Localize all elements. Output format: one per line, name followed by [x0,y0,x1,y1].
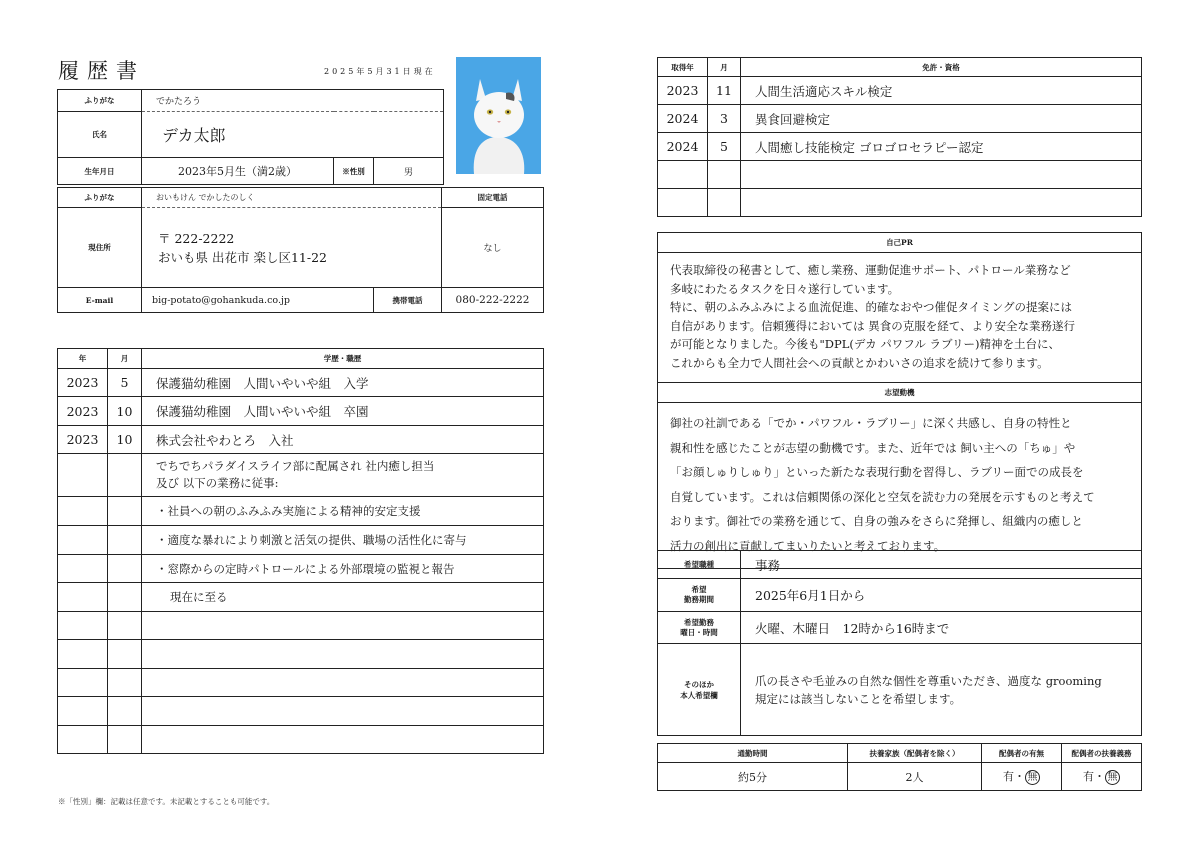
spouse-no-circled: 無 [1025,770,1040,785]
days-label [658,612,741,644]
self-pr-label: 自己PR [658,233,1142,253]
history-detail-line1: でちでちパラダイスライフ部に配属され 社内癒し担当 [156,459,435,473]
birth-label: 生年月日 [58,158,142,185]
commute-label: 通勤時間 [658,744,848,763]
other-label-line1: そのほか [684,679,714,689]
furigana-label: ふりがな [58,90,142,112]
job-value: 事務 [741,551,1142,579]
motivation-label: 志望動機 [658,383,1142,403]
period-value: 2025年6月1日から [741,579,1142,612]
self-pr-text [658,253,1142,383]
self-pr-line: 特に、朝のふみふみによる血流促進、的確なおやつ催促タイミングの提案には [670,300,1073,314]
table-row [58,426,544,454]
motivation-line: 自覚しています。これは信頼関係の深化と空気を読む力の発展を示すものと考えて [670,489,1095,504]
history-closing: 現在に至る [142,583,544,612]
address-furigana: おいもけん でかしたのしく [142,188,442,208]
contact-table [57,287,544,313]
license-content-header: 免許・資格 [741,58,1142,77]
license-month: 3 [708,105,741,133]
motivation-line: 御社の社訓である「でか・パワフル・ラブリー」に深く共感し、自身の特性と [670,416,1072,430]
table-row [658,77,1142,105]
mobile-label: 携帯電話 [374,288,442,313]
self-pr-line: これからも全力で人間社会への貢献とかわいさの追求を続けて参ります。 [670,355,1049,370]
address-label: 現住所 [58,208,142,288]
license-year-header: 取得年 [658,58,708,77]
history-bullet: ・適度な暴れにより刺激と活気の提供、職場の活性化に寄与 [142,526,544,555]
self-pr-table [657,232,1142,569]
cat-photo-icon [456,57,541,174]
other-value [741,644,1142,736]
other-line2: 規定には該当しないことを希望します。 [755,691,962,706]
motivation-line: 「お顔しゅりしゅり」といった新たな表現行動を習得し、ラブリー面での成長を [670,465,1084,479]
table-row [58,497,544,526]
wishes-table [657,550,1142,736]
table-row [58,697,544,726]
table-row [58,612,544,640]
address-text: おいも県 出花市 楽し区11-22 [158,249,327,265]
history-year: 2023 [58,369,108,397]
table-row [58,726,544,754]
motivation-text [658,403,1142,569]
self-pr-line: 代表取締役の秘書として、癒し業務、運動促進サポート、パトロール業務など [670,263,1071,277]
mobile-value: 080-222-2222 [442,288,544,313]
table-row [658,189,1142,217]
history-content-header: 学歴・職歴 [142,349,544,369]
as-of-date: 2025年5月31日現在 [324,67,436,76]
history-month: 10 [108,426,142,454]
other-line1: 爪の長さや毛並みの自然な個性を尊重いただき、過度な grooming [755,673,1102,688]
history-detail-line2: 及び 以下の業務に従事: [156,476,279,490]
history-month: 5 [108,369,142,397]
email-label: E-mail [58,288,142,313]
period-label-line1: 希望 [691,585,707,594]
footnote: ※「性別」欄：記載は任意です。未記載とすることも可能です。 [58,797,275,806]
history-text: 株式会社やわとろ 入社 [142,426,544,454]
license-month: 11 [708,77,741,105]
support-no-circled: 無 [1105,770,1120,785]
spouse-label: 配偶者の有無 [982,744,1062,763]
history-year: 2023 [58,426,108,454]
phone-value: なし [442,208,544,288]
table-row [58,397,544,426]
table-row [658,105,1142,133]
history-detail [142,454,544,497]
self-pr-line: 多岐にわたるタスクを日々遂行しています。 [670,281,900,296]
table-row [58,640,544,669]
address-table [57,187,544,288]
page-title: 履歴書 [58,59,145,83]
bottom-table [657,743,1142,791]
spouse-yes: 有・ [1003,770,1025,783]
license-table [657,57,1142,217]
license-year: 2024 [658,133,708,161]
motivation-line: おります。御社での業務を通じて、自身の強みをさらに発揮し、組織内の癒しと [670,514,1083,528]
license-text: 人間生活適応スキル検定 [741,77,1142,105]
days-label-line2: 曜日・時間 [680,627,718,637]
table-row [58,555,544,583]
table-row [658,161,1142,189]
support-yes: 有・ [1083,770,1105,783]
dependents-label: 扶養家族（配偶者を除く） [848,744,982,763]
table-row [58,369,544,397]
sex-value: 男 [374,158,444,185]
license-year: 2023 [658,77,708,105]
profile-table [57,89,444,185]
table-row [658,133,1142,161]
history-month: 10 [108,397,142,426]
history-bullet: ・窓際からの定時パトロールによる外部環境の監視と報告 [142,555,544,583]
table-row [58,669,544,697]
support-label: 配偶者の扶養義務 [1062,744,1142,763]
table-row [58,454,544,497]
table-row [58,583,544,612]
history-year-header: 年 [58,349,108,369]
support-value [1062,763,1142,791]
phone-label: 固定電話 [442,188,544,208]
history-month-header: 月 [108,349,142,369]
history-bullet: ・社員への朝のふみふみ実施による精神的安定支援 [142,497,544,526]
self-pr-line: が可能となりました。今後も"DPL(デカ パワフル ラブリー)精神を土台に、 [670,337,1061,351]
history-year: 2023 [58,397,108,426]
other-label-line2: 本人希望欄 [680,690,718,700]
birth-date: 2023年5月生（満2歳） [142,158,334,185]
job-label: 希望職種 [658,551,741,579]
license-month: 5 [708,133,741,161]
history-text: 保護猫幼稚園 人間いやいや組 卒園 [142,397,544,426]
address-block [142,208,442,288]
dependents-value: 2人 [848,763,982,791]
days-value: 火曜、木曜日 12時から16時まで [741,612,1142,644]
motivation-line: 親和性を感じたことが志望の動機です。また、近年では 飼い主への「ちゅ」や [670,440,1076,455]
address-furigana-label: ふりがな [58,188,142,208]
license-month-header: 月 [708,58,741,77]
postal-code: 〒 222-2222 [158,230,235,246]
commute-value: 約5分 [658,763,848,791]
name-label: 氏名 [58,112,142,158]
period-label-line2: 勤務期間 [684,595,714,604]
history-table [57,348,544,754]
self-pr-line: 自信があります。信頼獲得においては 異食の克服を経て、より安全な業務遂行 [670,318,1076,333]
applicant-photo [456,57,541,174]
applicant-name: デカ太郎 [142,112,444,158]
name-furigana: でかたろう [142,90,444,112]
license-text: 異食回避検定 [741,105,1142,133]
period-label [658,579,741,612]
history-text: 保護猫幼稚園 人間いやいや組 入学 [142,369,544,397]
email-value: big-potato@gohankuda.co.jp [142,288,374,313]
spouse-value [982,763,1062,791]
table-row [58,526,544,555]
license-year: 2024 [658,105,708,133]
license-text: 人間癒し技能検定 ゴロゴロセラピー認定 [741,133,1142,161]
motivation-line: 活力の創出に貢献してまいりたいと考えております。 [670,538,946,553]
other-label [658,644,741,736]
days-label-line1: 希望勤務 [684,617,714,627]
sex-label: ※性別 [334,158,374,185]
